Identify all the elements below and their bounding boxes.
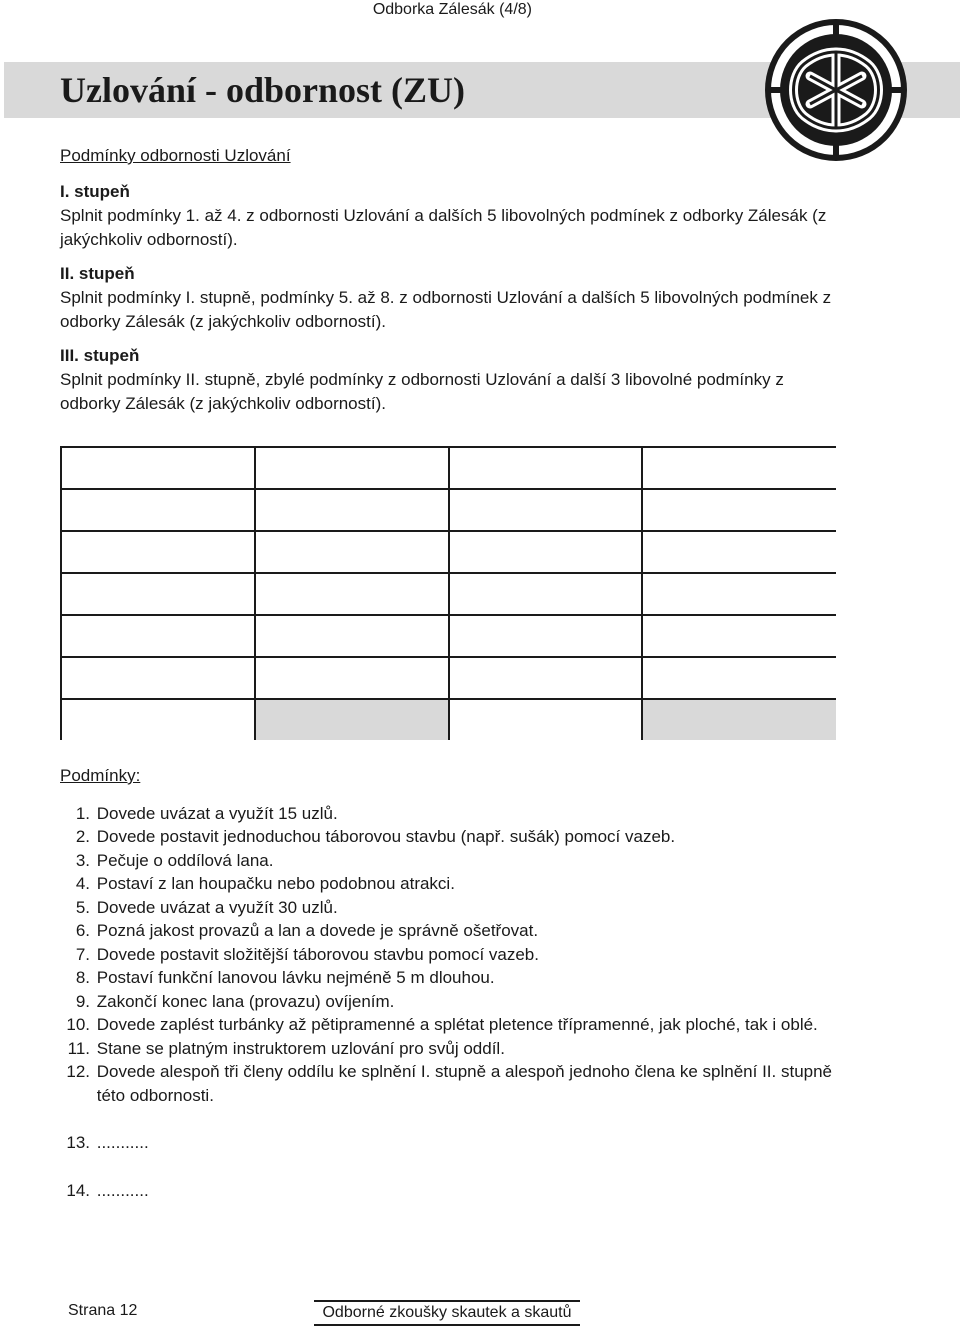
item-number: 2. <box>75 827 90 846</box>
item-text: Zakončí konec lana (provazu) ovíjením. <box>96 991 395 1011</box>
running-header: Odborka Zálesák (4/8) <box>372 1 532 18</box>
grid-cell[interactable] <box>449 657 643 699</box>
list-item <box>60 849 840 873</box>
stage-text: Splnit podmínky I. stupně, podmínky 5. až 8. z odbornosti Uzlování a dalších 5 libovolných podmínek z odborky Zálesák (z jakýchkoliv odborností). <box>60 288 832 331</box>
item-number: 4. <box>75 874 90 893</box>
item-number: 10. <box>66 1015 90 1034</box>
grid-cell[interactable] <box>642 489 836 531</box>
blank-dots: ........... <box>96 1180 149 1200</box>
grid-cell[interactable] <box>449 447 643 489</box>
item-text: Dovede uvázat a využít 15 uzlů. <box>96 803 338 823</box>
item-text: Dovede alespoň tři členy oddílu ke splnění I. stupně a alespoň jednoho člena ke splnění II. stupně této odbornosti. <box>96 1062 833 1105</box>
list-item <box>60 919 840 943</box>
grid-cell[interactable] <box>61 531 255 573</box>
list-item <box>60 966 840 990</box>
grid-cell[interactable] <box>642 573 836 615</box>
grid-cell[interactable] <box>449 531 643 573</box>
item-number: 12. <box>66 1062 90 1081</box>
grid-cell[interactable] <box>255 531 449 573</box>
stage-2 <box>60 262 840 334</box>
item-text: Dovede zaplést turbánky až pětipramenné a splétat pletence třípramenné, jak ploché, tak i oblé. <box>96 1015 818 1034</box>
grid-cell[interactable] <box>642 447 836 489</box>
stage-title: I. stupeň <box>60 182 130 201</box>
grid-cell[interactable] <box>61 489 255 531</box>
item-number: 14. <box>66 1180 90 1200</box>
list-item <box>60 1037 840 1061</box>
stage-1 <box>60 180 840 252</box>
grid-cell[interactable] <box>61 657 255 699</box>
item-text: Postaví z lan houpačku nebo podobnou atrakci. <box>96 874 455 893</box>
item-text: Pečuje o oddílová lana. <box>96 850 274 870</box>
knot-emblem-icon <box>764 18 908 162</box>
item-text: Dovede uvázat a využít 30 uzlů. <box>96 897 338 917</box>
grid-cell-shaded <box>255 699 449 740</box>
grid-cell[interactable] <box>449 699 643 740</box>
requirements-heading: Podmínky odbornosti Uzlování <box>60 146 291 165</box>
grid-cell[interactable] <box>449 573 643 615</box>
grid-cell[interactable] <box>61 573 255 615</box>
stage-3 <box>60 344 840 416</box>
list-item <box>60 825 840 849</box>
list-item <box>60 802 840 826</box>
grid-cell[interactable] <box>61 447 255 489</box>
page-number: Strana 12 <box>68 1302 138 1319</box>
stage-text: Splnit podmínky 1. až 4. z odbornosti Uzlování a dalších 5 libovolných podmínek z odborky Zálesák (z jakýchkoliv odborností). <box>60 206 827 249</box>
blank-condition-13[interactable] <box>60 1131 840 1155</box>
list-item <box>60 943 840 967</box>
blank-dots: ........... <box>96 1133 149 1152</box>
blank-condition-14[interactable] <box>60 1179 840 1203</box>
item-text: Postaví funkční lanovou lávku nejméně 5 m dlouhou. <box>96 968 495 987</box>
grid-cell[interactable] <box>61 615 255 657</box>
grid-cell[interactable] <box>642 615 836 657</box>
item-number: 9. <box>75 991 90 1011</box>
grid-cell[interactable] <box>255 615 449 657</box>
page-title: Uzlování - odbornost (ZU) <box>60 70 466 110</box>
item-text: Stane se platným instruktorem uzlování pro svůj oddíl. <box>96 1038 505 1058</box>
list-item <box>60 896 840 920</box>
record-grid <box>60 446 836 740</box>
grid-cell[interactable] <box>255 573 449 615</box>
grid-cell-shaded <box>642 699 836 740</box>
item-number: 8. <box>75 968 90 987</box>
grid-cell[interactable] <box>642 531 836 573</box>
list-item <box>60 872 840 896</box>
item-number: 13. <box>66 1133 90 1152</box>
stage-text: Splnit podmínky II. stupně, zbylé podmínky z odbornosti Uzlování a další 3 libovolné podmínky z odborky Zálesák (z jakýchkoliv odborností). <box>60 370 784 413</box>
item-number: 3. <box>75 850 90 870</box>
grid-cell[interactable] <box>61 699 255 740</box>
list-item <box>60 1060 840 1107</box>
grid-cell[interactable] <box>449 615 643 657</box>
item-text: Pozná jakost provazů a lan a dovede je správně ošetřovat. <box>96 921 539 940</box>
book-title: Odborné zkoušky skautek a skautů <box>314 1300 580 1326</box>
conditions-list <box>60 802 840 1108</box>
item-number: 6. <box>75 921 90 940</box>
item-number: 11. <box>67 1038 90 1058</box>
grid-cell[interactable] <box>255 489 449 531</box>
item-text: Dovede postavit jednoduchou táborovou stavbu (např. sušák) pomocí vazeb. <box>96 827 676 846</box>
grid-cell[interactable] <box>642 657 836 699</box>
item-number: 1. <box>75 803 90 823</box>
grid-cell[interactable] <box>449 489 643 531</box>
item-number: 7. <box>75 944 90 964</box>
stage-title: II. stupeň <box>60 264 135 283</box>
grid-cell[interactable] <box>255 657 449 699</box>
item-number: 5. <box>75 897 90 917</box>
list-item <box>60 1013 840 1037</box>
list-item <box>60 990 840 1014</box>
item-text: Dovede postavit složitější táborovou stavbu pomocí vazeb. <box>96 944 539 964</box>
stage-title: III. stupeň <box>60 346 140 365</box>
requirements-section <box>60 144 840 426</box>
grid-cell[interactable] <box>255 447 449 489</box>
conditions-section <box>60 764 840 1202</box>
conditions-heading: Podmínky: <box>60 766 141 785</box>
